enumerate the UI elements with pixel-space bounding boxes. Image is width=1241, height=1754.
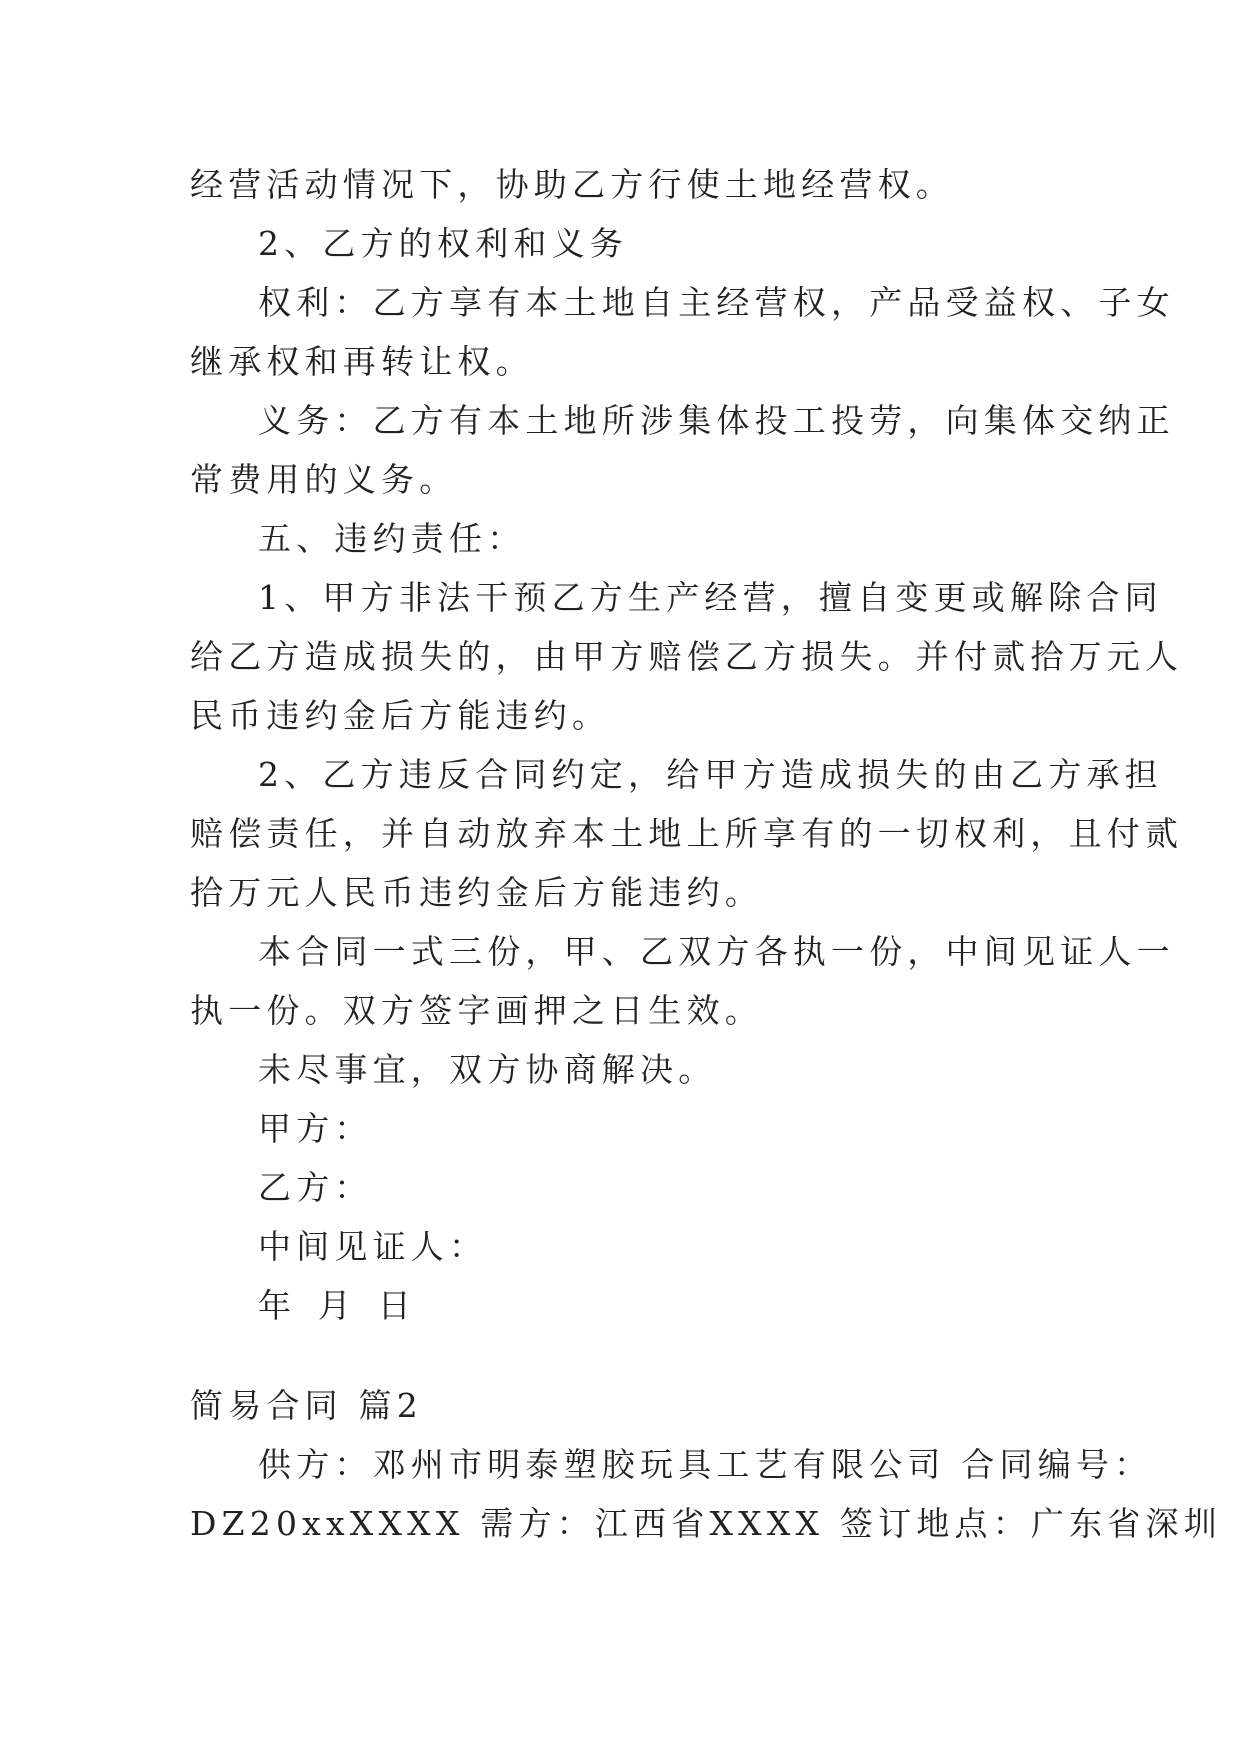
- paragraph-line: 继承权和再转让权。: [190, 342, 534, 381]
- paragraph-line: 义务：乙方有本土地所涉集体投工投劳，向集体交纳正: [258, 401, 1175, 440]
- paragraph-line: 执一份。双方签字画押之日生效。: [190, 991, 763, 1030]
- paragraph-line: 赔偿责任，并自动放弃本土地上所享有的一切权利，且付贰: [190, 814, 1184, 853]
- signature-party-a: 甲方：: [258, 1109, 373, 1148]
- section-heading: 五、违约责任：: [258, 519, 526, 558]
- signature-date: 年 月 日: [258, 1286, 416, 1325]
- paragraph-line: 本合同一式三份，甲、乙双方各执一份，中间见证人一: [258, 932, 1175, 971]
- paragraph-line: 未尽事宜，双方协商解决。: [258, 1050, 717, 1089]
- paragraph-line: 拾万元人民币违约金后方能违约。: [190, 873, 763, 912]
- paragraph-line: DZ20xxXXXX 需方：江西省XXXX 签订地点：广东省深圳: [190, 1504, 1222, 1543]
- section-heading: 2、乙方的权利和义务: [258, 224, 628, 263]
- paragraph-line: 民币违约金后方能违约。: [190, 696, 611, 735]
- signature-witness: 中间见证人：: [258, 1227, 488, 1266]
- paragraph-line: 2、乙方违反合同约定，给甲方造成损失的由乙方承担: [258, 755, 1163, 794]
- paragraph-line: 常费用的义务。: [190, 460, 458, 499]
- paragraph-line: 供方：邓州市明泰塑胶玩具工艺有限公司 合同编号：: [258, 1445, 1153, 1484]
- paragraph-line: 给乙方造成损失的，由甲方赔偿乙方损失。并付贰拾万元人: [190, 637, 1184, 676]
- section-title: 简易合同 篇2: [190, 1386, 423, 1425]
- paragraph-line: 1、甲方非法干预乙方生产经营，擅自变更或解除合同: [258, 578, 1163, 617]
- signature-party-b: 乙方：: [258, 1168, 373, 1207]
- paragraph-line: 经营活动情况下，协助乙方行使土地经营权。: [190, 165, 954, 204]
- paragraph-line: 权利：乙方享有本土地自主经营权，产品受益权、子女: [258, 283, 1175, 322]
